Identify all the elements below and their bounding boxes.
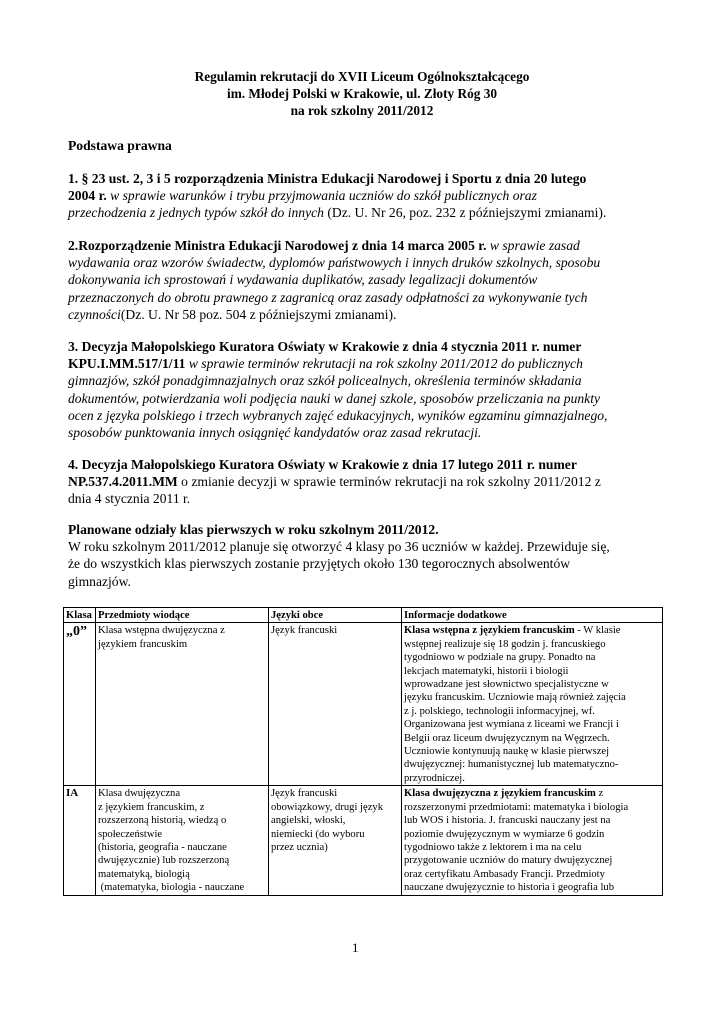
row1-info-line: tygodniowo także z lektorem i ma na celu [404, 841, 582, 853]
row0-przedmioty-line: językiem francuskim [98, 638, 188, 650]
row0-info-line: wprowadzane jest słownictwo specjalistyczne w [404, 679, 609, 691]
item2-citation: (Dz. U. Nr 58 poz. 504 z późniejszymi zmianami). [120, 306, 397, 322]
row0-jezyki [269, 623, 402, 786]
item2-subject: w sprawie zasad [486, 238, 580, 253]
item4-line3: dnia 4 stycznia 2011 r. [68, 491, 191, 507]
row0-informacje [402, 623, 663, 786]
header-jezyki: Języki obce [269, 608, 402, 623]
title-line-2: im. Młodej Polski w Krakowie, ul. Złoty Róg 30 [227, 86, 497, 101]
item2-line4: przeznaczonych do obrotu prawnego z zagranicą oraz zasady odpłatności za wykonywanie tych [68, 289, 588, 305]
item2-title: 2.Rozporządzenie Ministra Edukacji Narodowej z dnia 14 marca 2005 r. [68, 238, 487, 253]
row0-info-title: Klasa wstępna z językiem francuskim [404, 625, 575, 637]
row1-przedmioty-line: dwujęzycznie) lub rozszerzoną [98, 855, 230, 867]
row1-info-line: nauczane dwujęzycznie to historia i geografia lub [404, 882, 615, 894]
row1-jezyki-line: niemiecki (do wyboru [271, 828, 365, 840]
row0-info-line: Belgii oraz liceum dwujęzycznym na Węgrzech. [404, 732, 610, 744]
item2-line2: wydawania oraz wzorów świadectw, dyplomów państwowych i innych druków szkolnych, sposobu [68, 255, 601, 271]
row1-info-line: lub WOS i historia. J. francuski nauczany jest na [404, 815, 611, 827]
legal-item-2 [68, 237, 658, 323]
row1-przedmioty-line: społeczeństwie [98, 828, 163, 840]
item3-number: KPU.I.MM.517/1/11 [68, 356, 186, 372]
row0-jezyki-line: Język francuski [271, 625, 338, 637]
row1-informacje [402, 786, 663, 895]
row1-klasa: IA [64, 786, 96, 895]
row1-info-line: poziomie dwujęzycznym w wymiarze 6 godzin [404, 828, 605, 840]
item3-line6: sposobów punktowania innych osiągnięć kandydatów oraz zasad rekrutacji. [68, 425, 482, 441]
item1-subject: w sprawie warunków i trybu przyjmowania uczniów do szkół publicznych oraz [106, 188, 537, 204]
item3-line3: gimnazjów, szkół ponadgimnazjalnych oraz szkół policealnych, określenia terminów składania [68, 373, 582, 389]
row1-jezyki [269, 786, 402, 895]
row1-info-line: rozszerzonymi przedmiotami: matematyka i biologia [404, 801, 629, 813]
row0-info-line: dwujęzycznej: humanistycznej lub matematyczno- [404, 759, 619, 771]
row0-info-line: wstępnej realizuje się 18 godzin j. francuskiego [404, 638, 606, 650]
item1-subject-cont: przechodzenia z jednych typów szkół do innych [68, 205, 324, 221]
planned-classes-section [68, 521, 658, 590]
row1-przedmioty-line: (matematyka, biologia - nauczane [98, 882, 245, 894]
row1-info-line: oraz certyfikatu Ambasady Francji. Przedmioty [404, 868, 605, 880]
legal-item-3 [68, 338, 658, 441]
row0-info-line: Organizowana jest wymiana z liceami we Francji i [404, 719, 619, 731]
row1-info-title: Klasa dwujęzyczna z językiem francuskim [404, 788, 596, 800]
table-row [64, 623, 663, 786]
item3-line4: dokumentów, potwierdzania woli podjęcia nauki w danej szkole, sposobów przeliczania na punkty [68, 390, 601, 406]
row0-info-line: lekcjach matematyki, historii i biologii [404, 665, 569, 677]
item3-line1: 3. Decyzja Małopolskiego Kuratora Oświaty w Krakowie z dnia 4 stycznia 2011 r. numer [68, 339, 582, 354]
table-header-row [64, 608, 663, 623]
row1-przedmioty-line: (historia, geografia - nauczane [98, 841, 227, 853]
header-przedmioty: Przedmioty wiodące [96, 608, 269, 623]
row1-jezyki-line: przez ucznia) [271, 841, 328, 853]
item3-subject: w sprawie terminów rekrutacji na rok szkolny 2011/2012 do publicznych [185, 356, 583, 372]
planned-line3: gimnazjów. [68, 573, 131, 589]
document-title [60, 68, 664, 119]
row1-info-line: przygotowanie uczniów do matury dwujęzycznej [404, 855, 613, 867]
item4-line1: 4. Decyzja Małopolskiego Kuratora Oświaty w Krakowie z dnia 17 lutego 2011 r. numer [68, 457, 577, 472]
legal-basis-heading: Podstawa prawna [68, 138, 172, 153]
table-row [64, 786, 663, 895]
planned-heading: Planowane odziały klas pierwszych w roku szkolnym 2011/2012. [68, 522, 439, 537]
item1-citation: (Dz. U. Nr 26, poz. 232 z późniejszymi zmianami). [323, 205, 607, 221]
row0-przedmioty-line: Klasa wstępna dwujęzyczna z [98, 625, 225, 637]
row1-jezyki-line: Język francuski [271, 788, 338, 800]
item2-line5-italic: czynności [68, 306, 121, 322]
planned-line2: że do wszystkich klas pierwszych zostanie przyjętych około 130 tegorocznych absolwentów [68, 556, 571, 572]
row1-info-first: z [595, 788, 604, 800]
row0-info-line: języku francuskim. Uczniowie mają również zajęcia [404, 692, 626, 704]
planned-line1: W roku szkolnym 2011/2012 planuje się otworzyć 4 klasy po 36 uczniów w każdej. Przewiduje się, [68, 539, 610, 555]
row1-przedmioty-line: z językiem francuskim, z [98, 801, 205, 813]
row0-klasa: „0” [64, 623, 96, 786]
legal-item-4 [68, 456, 658, 508]
row1-przedmioty-line: Klasa dwujęzyczna [98, 788, 181, 800]
row0-info-first: - W klasie [574, 625, 621, 637]
row0-info-line: z j. polskiego, technologii informacyjnej, wf. [404, 705, 595, 717]
row1-jezyki-line: obowiązkowy, drugi język [271, 801, 383, 813]
item3-line5: ocen z języka polskiego i trzech wybranych zajęć edukacyjnych, wyników egzaminu gimnazjalnego, [68, 407, 608, 423]
title-line-1: Regulamin rekrutacji do XVII Liceum Ogólnokształcącego [194, 69, 530, 84]
row1-przedmioty-line: rozszerzoną historią, wiedzą o [98, 815, 227, 827]
row1-przedmioty [96, 786, 269, 895]
item2-line3: dokonywania ich sprostowań i wydawania duplikatów, zasady legalizacji dokumentów [68, 272, 538, 288]
row1-jezyki-line: angielski, włoski, [271, 815, 346, 827]
row0-info-line: przyrodniczej. [404, 772, 465, 784]
row0-info-line: tygodniowo w podziale na grupy. Ponadto na [404, 652, 596, 664]
page-number: 1 [352, 940, 359, 955]
item1-date: 2004 r. [68, 188, 107, 204]
row1-przedmioty-line: matematyką, biologią [98, 868, 190, 880]
header-klasa: Klasa [64, 608, 96, 623]
classes-table [63, 607, 663, 896]
header-informacje: Informacje dodatkowe [402, 608, 663, 623]
item1-line1: 1. § 23 ust. 2, 3 i 5 rozporządzenia Ministra Edukacji Narodowej i Sportu z dnia 20 lutego [68, 171, 587, 186]
row0-przedmioty [96, 623, 269, 786]
item4-number: NP.537.4.2011.MM [68, 474, 178, 490]
legal-item-1 [68, 170, 658, 222]
title-line-3: na rok szkolny 2011/2012 [290, 103, 434, 118]
item4-subject: o zmianie decyzji w sprawie terminów rekrutacji na rok szkolny 2011/2012 z [177, 474, 601, 490]
row0-info-line: Uczniowie kontynuują naukę w klasie pierwszej [404, 746, 610, 758]
